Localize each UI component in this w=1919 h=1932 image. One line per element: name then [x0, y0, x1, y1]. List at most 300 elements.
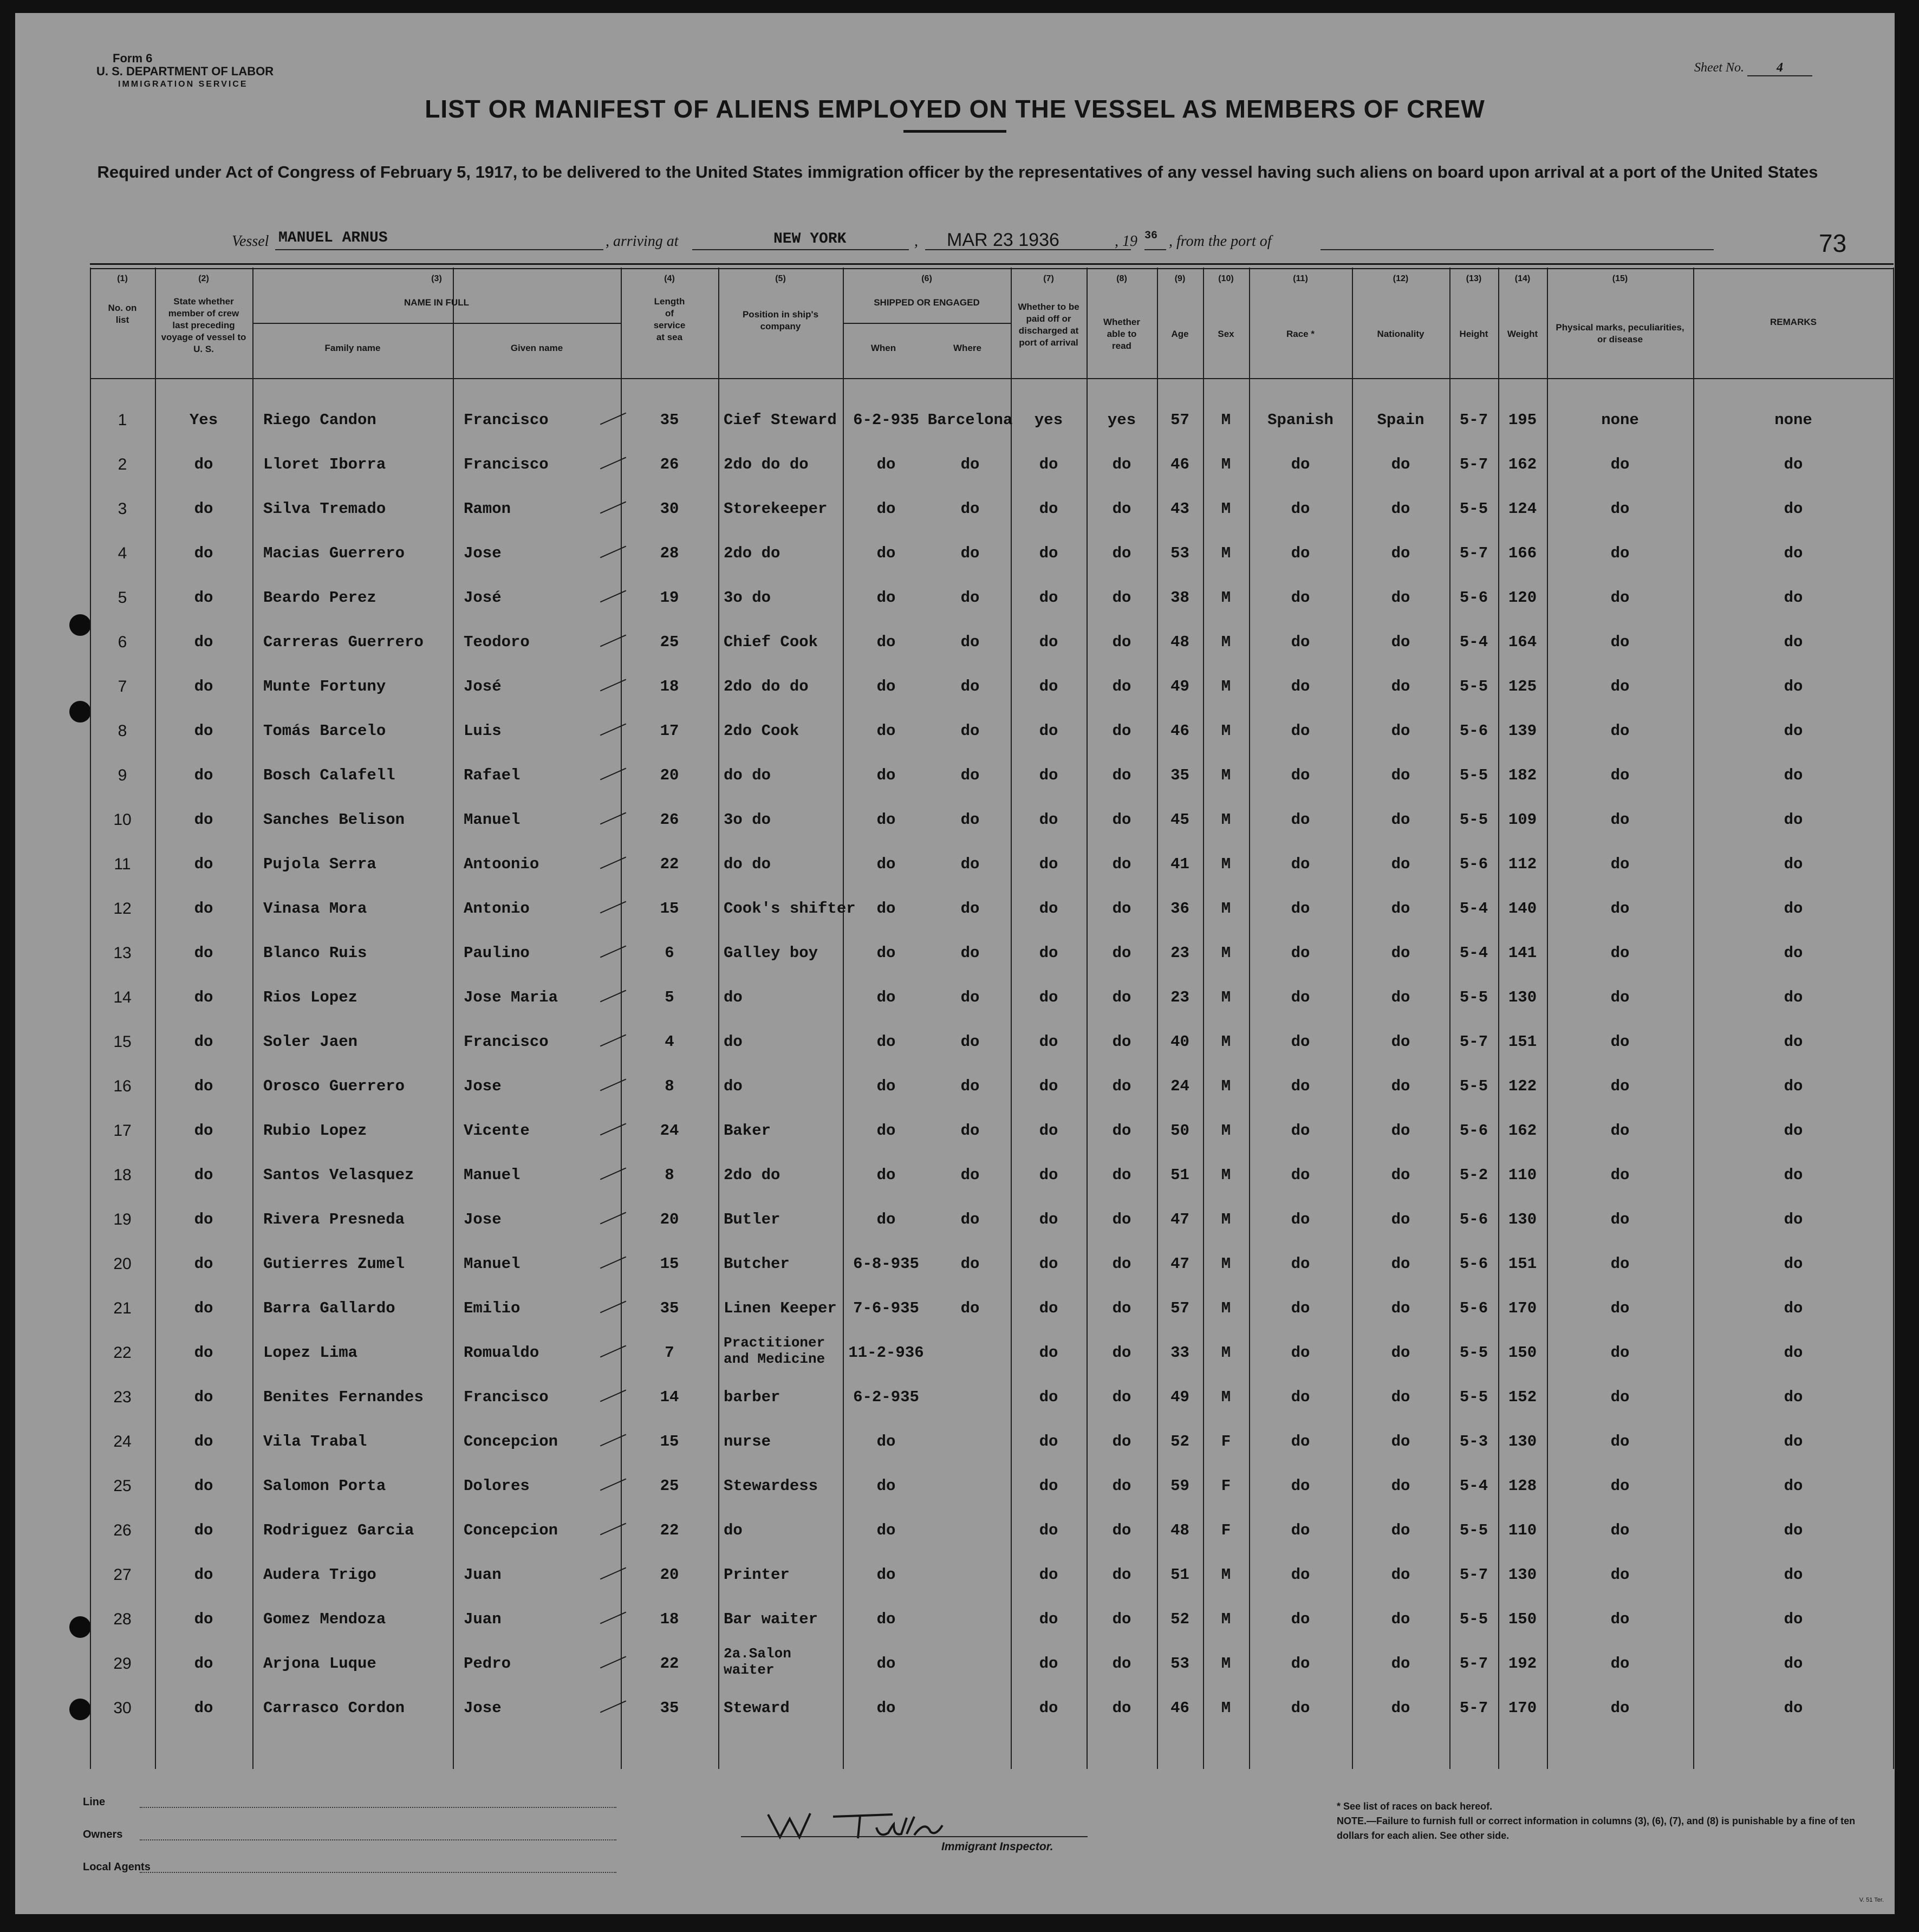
cell-position: 3o do	[724, 589, 771, 607]
col-head-shipped: SHIPPED OR ENGAGED	[874, 297, 980, 308]
cell-length: 8	[665, 1166, 674, 1184]
cell-race: do	[1291, 988, 1310, 1006]
cell-remarks: do	[1784, 589, 1803, 607]
cell-sex: F	[1221, 1433, 1231, 1450]
agents-label: Local Agents	[83, 1861, 151, 1873]
arriving-label: , arriving at	[606, 233, 679, 250]
cell-read: do	[1112, 633, 1131, 651]
cell-length: 18	[660, 678, 679, 695]
cell-prev: do	[194, 1166, 213, 1184]
vessel-label: Vessel	[232, 233, 269, 250]
cell-paid: do	[1039, 1477, 1058, 1495]
line-label: Line	[83, 1796, 106, 1808]
cell-paid: do	[1039, 1122, 1058, 1140]
cell-given: Francisco	[464, 456, 549, 473]
agents-rule	[140, 1872, 616, 1873]
table-row	[90, 576, 1894, 620]
col-head-length: Length of service at sea	[653, 296, 686, 342]
cell-where	[927, 1598, 1013, 1641]
cell-when: 6-2-935	[853, 411, 919, 429]
cell-given: Romualdo	[464, 1344, 539, 1362]
cell-length: 22	[660, 1655, 679, 1673]
cell-prev: do	[194, 1033, 213, 1051]
cell-position: 2do do do	[724, 456, 809, 473]
cell-family: Blanco Ruis	[263, 944, 367, 962]
line-rule	[140, 1807, 616, 1808]
cell-prev: do	[194, 1211, 213, 1228]
cell-height: 5-6	[1459, 855, 1488, 873]
table-row	[90, 1687, 1894, 1730]
cell-length: 19	[660, 589, 679, 607]
cell-given: Rafael	[464, 766, 521, 784]
cell-race: Spanish	[1267, 411, 1333, 429]
cell-race: do	[1291, 456, 1310, 473]
cell-nationality: do	[1391, 678, 1410, 695]
cell-prev: Yes	[189, 411, 218, 429]
cell-no: 26	[113, 1521, 132, 1539]
cell-read: do	[1112, 1655, 1131, 1673]
cell-physical: do	[1610, 456, 1630, 473]
cell-no: 22	[113, 1344, 132, 1362]
col-head-when: When	[870, 343, 896, 353]
cell-given: Jose	[464, 544, 502, 562]
table-row	[90, 1420, 1894, 1463]
col-head-race: Race *	[1286, 329, 1315, 339]
cell-paid: do	[1039, 722, 1058, 740]
cell-position: 2do do do	[724, 678, 809, 695]
cell-when: do	[876, 1699, 896, 1717]
cell-family: Rios Lopez	[263, 988, 358, 1006]
cell-when: do	[876, 944, 896, 962]
cell-nationality: do	[1391, 722, 1410, 740]
cell-weight: 112	[1508, 855, 1537, 873]
cell-height: 5-7	[1459, 1033, 1488, 1051]
shipped-header-rule	[843, 323, 1011, 324]
cell-remarks: do	[1784, 1255, 1803, 1273]
cell-where: do	[960, 500, 980, 518]
cell-physical: none	[1601, 411, 1639, 429]
cell-race: do	[1291, 811, 1310, 829]
cell-no: 8	[118, 722, 127, 740]
cell-given: Manuel	[464, 1255, 521, 1273]
cell-height: 5-5	[1459, 1388, 1488, 1406]
cell-nationality: do	[1391, 1122, 1410, 1140]
cell-family: Gomez Mendoza	[263, 1610, 386, 1628]
cell-race: do	[1291, 1344, 1310, 1362]
cell-no: 11	[114, 855, 131, 873]
signature-rule	[741, 1836, 1088, 1837]
cell-when: do	[876, 1122, 896, 1140]
cell-where: Barcelona	[927, 411, 1013, 429]
cell-paid: do	[1039, 678, 1058, 695]
table-row	[90, 754, 1894, 797]
cell-height: 5-5	[1459, 1521, 1488, 1539]
cell-given: Jose	[464, 1211, 502, 1228]
cell-paid: do	[1039, 855, 1058, 873]
crew-table: (1) (2) (3) (4) (5) (6) (7) (8) (9) (10) (11) (12) (13) (14) (15) No. on list State whether member of crew last preceding voyage of vessel to U. S. NAME IN FULL Family name Given name Length of service at sea Position in ship's company SHIPPED OR ENGAGED When Where Whether to be paid off or discharged at port of arrival Whether able to read Age Sex Race * Nationality Height Weight Physical marks, peculiarities, or disease REMARKS 1 Yes Riego Candon Francisco 35 Cief Steward 6-2-935 Barcelona yes yes 57 M Spanish Spain 5-7 195 none none 2 do Lloret Iborra Francisco 26 2do do do do do do do 46 M do do 5-7 162 do do 3 do Silva Tremado Ramon 30 Storekeeper do do do do 43 M do do 5-5 124 do do 4 do Macias Guerrero Jose 28 2do do do do do do 53 M do do 5-7 166 do do 5 do Beardo Perez José 19 3o do do do do do 38 M do do 5-6 120 do do 6 do Carreras Guerrero Teodoro 25 Chief Cook do do do do 48 M do do 5-4 164 do do 7 do Munte Fortuny José 18 2do do do do do do do 49 M do do 5-5 125 do do 8 do Tomás Barcelo Luis 17 2do Cook do do do do 46 M do do 5-6 139 do do 9 do Bosch Calafell Rafael 20 do do do do do do 35 M do do 5-5 182 do do 10 do Sanches Belison Manuel 26 3o do do do do do 45 M do do 5-5 109 do do 11 do Pujola Serra Antoonio 22 do do do do do do 41 M do do 5-6 112 do do 12 do Vinasa Mora Antonio 15 Cook's shifter do do do do 36 M do do 5-4 140 do do 13 do Blanco Ruis Paulino 6 Galley boy do do do do 23 M do do 5-4 141 do do 14 do Rios Lopez Jose Maria 5 do do do do do 23 M do do 5-5 130 do do 15 do Soler Jaen Francisco 4 do do do do do 40 M do do 5-7 151 do do 16 do Orosco Guerrero Jose 8 do do do do do 24 M do do 5-5 122 do do 17 do Rubio Lopez Vicente 24 Baker do do do do 50 M do do 5-6 162 do do 18 do Santos Velasquez Manuel 8 2do do do do do do 51 M do do 5-2 110 do do 19 do Rivera Presneda Jose 20 Butler do do do do 47 M do do 5-6 130 do do 20 do Gutierres Zumel Manuel 15 Butcher 6-8-935 do do do 47 M do do 5-6 151 do do 21 do Barra Gallardo Emilio 35 Linen Keeper 7-6-935 do do do 57 M do do 5-6 170 do do 22 do Lopez Lima Romualdo 7 Practitioner and Medicine 11-2-936 do do 33 M do do 5-5 150 do do 23 do Benites Fernandes Francisco 14 barber 6-2-935 do do 49 M do do 5-5 152 do do 24 do Vila Trabal Concepcion 15 nurse do do do 52 F do do 5-3 130 do do 25 do Salomon Porta Dolores 25 Stewardess do do do 59 F do do 5-4 128 do do 26 do Rodriguez Garcia Concepcion 22 do do do do 48 F do do 5-5 110 do do 27 do Audera Trigo Juan 20 Printer do do do 51 M do do 5-7 130 do do 28 do Gomez Mendoza Juan 18 Bar waiter do do do 52 M do do 5-5 150 do do 29 do Arjona Luque Pedro 22 2a.Salon waiter do do do 53 M do do 5-7 192 do do 30 do Carrasco Cordon Jose 35 Steward do do do 46 M do do 5-7 170 do do	[90, 263, 1894, 1769]
table-row	[90, 1287, 1894, 1330]
cell-when: do	[876, 900, 896, 918]
cell-given: José	[464, 678, 502, 695]
cell-age: 43	[1170, 500, 1189, 518]
table-row	[90, 1331, 1894, 1375]
cell-where: do	[960, 766, 980, 784]
cell-read: do	[1112, 900, 1131, 918]
cell-physical: do	[1610, 1299, 1630, 1317]
cell-prev: do	[194, 1655, 213, 1673]
cell-weight: 182	[1508, 766, 1537, 784]
cell-nationality: do	[1391, 855, 1410, 873]
cell-nationality: do	[1391, 456, 1410, 473]
cell-sex: M	[1221, 1255, 1231, 1273]
cell-age: 52	[1170, 1433, 1189, 1450]
cell-family: Rubio Lopez	[263, 1122, 367, 1140]
col-head-position: Position in ship's company	[742, 309, 819, 331]
cell-age: 24	[1170, 1077, 1189, 1095]
col-head-height: Height	[1459, 329, 1488, 339]
footer-note	[1337, 1799, 1868, 1843]
cell-no: 10	[113, 811, 132, 829]
cell-sex: M	[1221, 633, 1231, 651]
cell-family: Arjona Luque	[263, 1655, 376, 1673]
cell-no: 20	[113, 1255, 132, 1273]
cell-nationality: do	[1391, 1388, 1410, 1406]
cell-remarks: do	[1784, 1077, 1803, 1095]
cell-no: 21	[113, 1299, 132, 1317]
cell-position: 2a.Salon waiter	[724, 1645, 791, 1678]
cell-race: do	[1291, 1211, 1310, 1228]
cell-physical: do	[1610, 1033, 1630, 1051]
binder-hole	[69, 1616, 91, 1638]
cell-position: do do	[724, 766, 771, 784]
table-row	[90, 1509, 1894, 1552]
cell-no: 7	[118, 678, 127, 695]
cell-read: do	[1112, 1299, 1131, 1317]
cell-height: 5-6	[1459, 1255, 1488, 1273]
cell-when: do	[876, 1033, 896, 1051]
cell-physical: do	[1610, 1477, 1630, 1495]
cell-physical: do	[1610, 1255, 1630, 1273]
cell-position: 2do do	[724, 1166, 780, 1184]
cell-remarks: do	[1784, 1655, 1803, 1673]
cell-nationality: do	[1391, 1655, 1410, 1673]
cell-weight: 150	[1508, 1344, 1537, 1362]
cell-family: Riego Candon	[263, 411, 376, 429]
cell-family: Rivera Presneda	[263, 1211, 405, 1228]
cell-age: 41	[1170, 855, 1189, 873]
cell-remarks: do	[1784, 944, 1803, 962]
cell-where: do	[960, 1033, 980, 1051]
cell-given: Concepcion	[464, 1433, 558, 1450]
races-note: * See list of races on back hereof.	[1337, 1801, 1493, 1812]
cell-remarks: do	[1784, 1433, 1803, 1450]
cell-nationality: do	[1391, 900, 1410, 918]
cell-weight: 151	[1508, 1255, 1537, 1273]
cell-paid: do	[1039, 1033, 1058, 1051]
cell-physical: do	[1610, 944, 1630, 962]
binder-hole	[69, 701, 91, 723]
cell-height: 5-6	[1459, 1211, 1488, 1228]
cell-weight: 130	[1508, 1433, 1537, 1450]
cell-family: Orosco Guerrero	[263, 1077, 405, 1095]
cell-physical: do	[1610, 1566, 1630, 1584]
cell-where: do	[960, 1122, 980, 1140]
cell-position: do do	[724, 855, 771, 873]
cell-nationality: do	[1391, 1344, 1410, 1362]
inspector-label: Immigrant Inspector.	[941, 1840, 1053, 1853]
cell-nationality: do	[1391, 1033, 1410, 1051]
cell-sex: M	[1221, 722, 1231, 740]
cell-remarks: do	[1784, 500, 1803, 518]
cell-age: 52	[1170, 1610, 1189, 1628]
cell-nationality: do	[1391, 944, 1410, 962]
cell-position: Galley boy	[724, 944, 818, 962]
cell-position: do	[724, 1077, 743, 1095]
table-row	[90, 1553, 1894, 1597]
col-head-paid-off: Whether to be paid off or discharged at port of arrival	[1018, 302, 1079, 348]
cell-family: Pujola Serra	[263, 855, 376, 873]
cell-race: do	[1291, 1433, 1310, 1450]
cell-remarks: do	[1784, 633, 1803, 651]
cell-weight: 170	[1508, 1699, 1537, 1717]
table-row	[90, 1243, 1894, 1286]
cell-nationality: do	[1391, 500, 1410, 518]
cell-nationality: do	[1391, 1566, 1410, 1584]
cell-when: do	[876, 544, 896, 562]
cell-race: do	[1291, 1166, 1310, 1184]
cell-sex: F	[1221, 1521, 1231, 1539]
cell-remarks: do	[1784, 722, 1803, 740]
cell-height: 5-5	[1459, 1077, 1488, 1095]
cell-family: Carrasco Cordon	[263, 1699, 405, 1717]
cell-race: do	[1291, 500, 1310, 518]
cell-remarks: do	[1784, 456, 1803, 473]
cell-age: 47	[1170, 1211, 1189, 1228]
cell-where: do	[960, 855, 980, 873]
cell-age: 50	[1170, 1122, 1189, 1140]
cell-remarks: do	[1784, 1388, 1803, 1406]
form-number: Form 6	[113, 51, 153, 65]
header-bottom-rule	[90, 378, 1894, 379]
table-row	[90, 710, 1894, 753]
cell-given: Antonio	[464, 900, 530, 918]
cell-remarks: do	[1784, 766, 1803, 784]
cell-given: Jose Maria	[464, 988, 558, 1006]
cell-weight: 192	[1508, 1655, 1537, 1673]
cell-read: do	[1112, 1477, 1131, 1495]
cell-prev: do	[194, 900, 213, 918]
cell-race: do	[1291, 1521, 1310, 1539]
cell-where: do	[960, 1211, 980, 1228]
cell-sex: M	[1221, 544, 1231, 562]
cell-position: Stewardess	[724, 1477, 818, 1495]
table-row	[90, 1598, 1894, 1641]
cell-physical: do	[1610, 589, 1630, 607]
cell-remarks: do	[1784, 900, 1803, 918]
table-row	[90, 487, 1894, 531]
cell-family: Salomon Porta	[263, 1477, 386, 1495]
cell-sex: M	[1221, 456, 1231, 473]
cell-height: 5-4	[1459, 633, 1488, 651]
col-head-nationality: Nationality	[1377, 329, 1424, 339]
page-number: 73	[1819, 229, 1847, 257]
cell-where	[927, 1465, 1013, 1508]
cell-height: 5-7	[1459, 544, 1488, 562]
cell-read: do	[1112, 1255, 1131, 1273]
cell-paid: do	[1039, 1433, 1058, 1450]
cell-length: 14	[660, 1388, 679, 1406]
cell-when: do	[876, 1433, 896, 1450]
cell-read: do	[1112, 1610, 1131, 1628]
cell-family: Lloret Iborra	[263, 456, 386, 473]
cell-height: 5-5	[1459, 766, 1488, 784]
cell-weight: 141	[1508, 944, 1537, 962]
cell-age: 53	[1170, 1655, 1189, 1673]
cell-height: 5-2	[1459, 1166, 1488, 1184]
cell-nationality: Spain	[1377, 411, 1424, 429]
col-head-sex: Sex	[1218, 329, 1234, 339]
cell-length: 35	[660, 1299, 679, 1317]
cell-position: Cief Steward	[724, 411, 837, 429]
cell-length: 25	[660, 1477, 679, 1495]
cell-nationality: do	[1391, 633, 1410, 651]
cell-physical: do	[1610, 855, 1630, 873]
table-row	[90, 1465, 1894, 1508]
cell-race: do	[1291, 722, 1310, 740]
table-row	[90, 887, 1894, 931]
cell-remarks: do	[1784, 1033, 1803, 1051]
cell-given: Concepcion	[464, 1521, 558, 1539]
sheet-number-value: 4	[1747, 61, 1812, 76]
cell-height: 5-6	[1459, 722, 1488, 740]
table-row	[90, 399, 1894, 442]
cell-physical: do	[1610, 1122, 1630, 1140]
cell-prev: do	[194, 988, 213, 1006]
table-row	[90, 665, 1894, 708]
cell-where: do	[960, 589, 980, 607]
cell-read: do	[1112, 855, 1131, 873]
cell-age: 49	[1170, 678, 1189, 695]
cell-nationality: do	[1391, 544, 1410, 562]
cell-given: Manuel	[464, 811, 521, 829]
cell-sex: M	[1221, 500, 1231, 518]
cell-remarks: do	[1784, 1122, 1803, 1140]
cell-no: 30	[113, 1699, 132, 1717]
cell-given: Teodoro	[464, 633, 530, 651]
cell-paid: do	[1039, 1521, 1058, 1539]
cell-length: 18	[660, 1610, 679, 1628]
cell-where	[927, 1687, 1013, 1730]
cell-given: Francisco	[464, 1033, 549, 1051]
cell-given: Francisco	[464, 411, 549, 429]
cell-sex: M	[1221, 1166, 1231, 1184]
cell-no: 17	[113, 1122, 132, 1140]
cell-prev: do	[194, 1077, 213, 1095]
col-head-where: Where	[953, 343, 981, 353]
cell-prev: do	[194, 1388, 213, 1406]
cell-age: 40	[1170, 1033, 1189, 1051]
cell-length: 35	[660, 411, 679, 429]
cell-family: Soler Jaen	[263, 1033, 358, 1051]
date-stamp: MAR 23 1936	[925, 230, 1131, 250]
cell-physical: do	[1610, 633, 1630, 651]
cell-read: do	[1112, 1211, 1131, 1228]
cell-when: 11-2-936	[848, 1344, 924, 1362]
page-title: LIST OR MANIFEST OF ALIENS EMPLOYED ON THE VESSEL AS MEMBERS OF CREW	[425, 95, 1485, 123]
cell-when: do	[876, 1077, 896, 1095]
cell-position: do	[724, 988, 743, 1006]
cell-paid: do	[1039, 1255, 1058, 1273]
cell-race: do	[1291, 1610, 1310, 1628]
cell-race: do	[1291, 1477, 1310, 1495]
cell-weight: 122	[1508, 1077, 1537, 1095]
cell-race: do	[1291, 589, 1310, 607]
col-head-no: No. on list	[108, 303, 137, 325]
cell-given: Juan	[464, 1610, 502, 1628]
cell-read: do	[1112, 1566, 1131, 1584]
cell-length: 15	[660, 1255, 679, 1273]
cell-given: Jose	[464, 1077, 502, 1095]
cell-physical: do	[1610, 500, 1630, 518]
cell-prev: do	[194, 1477, 213, 1495]
cell-no: 15	[113, 1033, 132, 1051]
table-row	[90, 1020, 1894, 1064]
cell-remarks: do	[1784, 811, 1803, 829]
cell-when: do	[876, 500, 896, 518]
cell-when: do	[876, 1166, 896, 1184]
table-row	[90, 1065, 1894, 1108]
cell-remarks: do	[1784, 544, 1803, 562]
cell-remarks: do	[1784, 1299, 1803, 1317]
cell-sex: M	[1221, 1344, 1231, 1362]
cell-race: do	[1291, 855, 1310, 873]
cell-height: 5-7	[1459, 1566, 1488, 1584]
cell-where: do	[960, 722, 980, 740]
cell-age: 57	[1170, 1299, 1189, 1317]
cell-length: 5	[665, 988, 674, 1006]
cell-no: 1	[118, 411, 127, 429]
cell-paid: do	[1039, 811, 1058, 829]
cell-no: 6	[118, 633, 127, 651]
col-head-family: Family name	[324, 343, 381, 353]
cell-weight: 151	[1508, 1033, 1537, 1051]
cell-remarks: do	[1784, 1699, 1803, 1717]
cell-read: do	[1112, 1166, 1131, 1184]
cell-height: 5-6	[1459, 589, 1488, 607]
cell-where: do	[960, 811, 980, 829]
cell-age: 23	[1170, 944, 1189, 962]
cell-given: Manuel	[464, 1166, 521, 1184]
table-row	[90, 798, 1894, 842]
cell-sex: M	[1221, 1388, 1231, 1406]
cell-race: do	[1291, 944, 1310, 962]
cell-where: do	[960, 678, 980, 695]
cell-height: 5-5	[1459, 811, 1488, 829]
table-row	[90, 976, 1894, 1019]
cell-where: do	[960, 988, 980, 1006]
cell-weight: 130	[1508, 1211, 1537, 1228]
cell-sex: M	[1221, 1610, 1231, 1628]
cell-sex: M	[1221, 811, 1231, 829]
cell-age: 49	[1170, 1388, 1189, 1406]
cell-paid: do	[1039, 1566, 1058, 1584]
cell-family: Carreras Guerrero	[263, 633, 424, 651]
cell-length: 15	[660, 900, 679, 918]
cell-nationality: do	[1391, 811, 1410, 829]
cell-position: Printer	[724, 1566, 790, 1584]
from-port-label: , from the port of	[1169, 233, 1272, 250]
cell-when: do	[876, 456, 896, 473]
